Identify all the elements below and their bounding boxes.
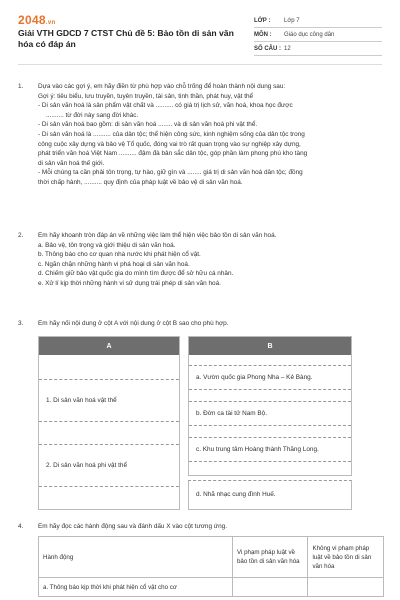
- meta-label: LỚP :: [254, 17, 271, 24]
- question-body: [38, 82, 384, 188]
- column-b-item[interactable]: a. Vườn quốc gia Phong Nha – Kẻ Bàng.: [196, 373, 313, 381]
- meta-row-class: [254, 14, 382, 28]
- meta-label: MÔN :: [254, 31, 272, 38]
- question-line: Em hãy đọc các hành động sau và đánh dấu X vào cột tương ứng.: [38, 523, 227, 530]
- question-2: [18, 231, 384, 289]
- answer-option[interactable]: a. Bảo vệ, tôn trọng và giới thiệu di sản văn hoá.: [38, 241, 176, 249]
- question-line: - Di sản văn hoá là sản phẩm vật chất và .......... có giá trị lịch sử, văn hoá, khoa học được: [38, 102, 293, 110]
- dashed-divider: [189, 425, 351, 426]
- question-line: Em hãy nối nội dung ở cột A với nội dung ở cột B sao cho phù hợp.: [38, 320, 229, 327]
- table-header-cell: Không vi phạm pháp luật về bảo tồn di sản văn hóa: [308, 537, 384, 578]
- question-number: 4.: [18, 523, 24, 530]
- column-b-item[interactable]: b. Đờn ca tài tử Nam Bộ.: [196, 409, 267, 417]
- logo-suffix: .vn: [45, 20, 56, 26]
- question-number: 3.: [18, 320, 24, 327]
- match-column-b-cont: [188, 480, 352, 510]
- meta-row-count: [254, 42, 382, 56]
- meta-value: Lớp 7: [284, 17, 300, 24]
- meta-value: 12: [284, 45, 291, 52]
- dashed-divider: [189, 389, 351, 390]
- dashed-divider: [39, 421, 179, 422]
- column-b-item[interactable]: d. Nhã nhạc cung đình Huế.: [196, 490, 276, 498]
- question-line: .......... từ đời này sang đời khác.: [46, 111, 139, 119]
- action-table: [38, 536, 384, 597]
- column-a-item[interactable]: 2. Di sản văn hoá phi vật thể: [46, 461, 128, 469]
- table-header-row: [39, 537, 384, 578]
- dashed-divider: [39, 486, 179, 487]
- question-number: 1.: [18, 83, 24, 90]
- document-title: Giải VTH GDCD 7 CTST Chủ đề 5: Bảo tồn di sản văn hóa có đáp án: [18, 28, 234, 49]
- question-line: thời chấp hành, .......... quy định của pháp luật về bảo vệ di sản văn hoá.: [38, 178, 243, 186]
- question-body: [38, 319, 384, 329]
- mark-cell[interactable]: [308, 578, 384, 597]
- question-line: - Di sản văn hoá là .......... của dân tộc; thể hiện công sức, kinh nghiệm sống của dân tộc trong: [38, 130, 305, 138]
- meta-table: [254, 14, 382, 56]
- question-line: - Di sản văn hoá bao gồm: di sản văn hoá ........ và di sản văn hoá phi vật thể.: [38, 121, 258, 129]
- header-divider: [18, 64, 382, 65]
- site-logo[interactable]: [18, 13, 55, 27]
- question-line: công cuộc xây dựng và bảo vệ Tổ quốc, đóng vai trò rất quan trọng vào sự nghiệp xây dựng,: [38, 140, 301, 148]
- meta-row-subject: [254, 28, 382, 42]
- meta-label: SỐ CÂU :: [254, 45, 281, 52]
- question-3: [18, 319, 384, 329]
- answer-option[interactable]: c. Ngăn chặn những hành vi phá hoại di sản văn hoá.: [38, 260, 190, 268]
- answer-option[interactable]: d. Chiếm giữ bảo vật quốc gia do mình tìm được để sở hữu cá nhân.: [38, 270, 234, 278]
- question-line: Em hãy khoanh tròn đáp án về những việc làm thể hiện việc bảo tồn di sản văn hoá.: [38, 232, 277, 239]
- table-header-cell: Hành động: [39, 537, 233, 578]
- question-body: [38, 231, 384, 289]
- column-b-header: B: [189, 337, 351, 355]
- logo-text: 2048: [18, 13, 46, 27]
- question-1: [18, 82, 384, 188]
- column-a-item[interactable]: 1. Di sản văn hoá vật thể: [46, 396, 117, 404]
- answer-option[interactable]: b. Thông báo cho cơ quan nhà nước khi phát hiện cổ vật.: [38, 251, 201, 259]
- table-row: [39, 578, 384, 597]
- dashed-divider: [189, 461, 351, 462]
- column-a-header: A: [39, 337, 179, 355]
- question-line: Gợi ý: tiêu biểu, lưu truyền, tuyên truyền, tài sản, tinh thần, phát huy, vật thể: [38, 92, 254, 100]
- table-cell: a. Thông báo kịp thời khi phát hiện cổ vật cho cơ: [39, 578, 233, 597]
- mark-cell[interactable]: [232, 578, 307, 597]
- question-line: phát triển văn hoá Việt Nam .......... đậm đà bản sắc dân tộc, góp phần làm phong phú kho tàng: [38, 150, 308, 158]
- question-line: di sản văn hoá thế giới.: [38, 159, 105, 167]
- question-4: [18, 522, 384, 532]
- match-column-a: [38, 336, 180, 510]
- question-line: Dựa vào các gợi ý, em hãy điền từ phù hợp vào chỗ trống để hoàn thành nội dung sau:: [38, 83, 286, 90]
- match-column-b: [188, 336, 352, 476]
- question-body: [38, 522, 384, 532]
- question-number: 2.: [18, 232, 24, 239]
- question-line: - Mỗi chúng ta cần phải tôn trọng, tự hào, giữ gìn và ........ giá trị di sản văn hoá dân tộc; đồng: [38, 169, 303, 177]
- meta-value: Giáo dục công dân: [284, 31, 335, 38]
- table-header-cell: Vi phạm pháp luật về bảo tồn di sản văn hóa: [232, 537, 307, 578]
- answer-option[interactable]: e. Xử lí kịp thời những hành vi sử dụng trái phép di sản văn hoá.: [38, 279, 221, 287]
- column-b-item[interactable]: c. Khu trung tâm Hoàng thành Thăng Long.: [196, 445, 319, 453]
